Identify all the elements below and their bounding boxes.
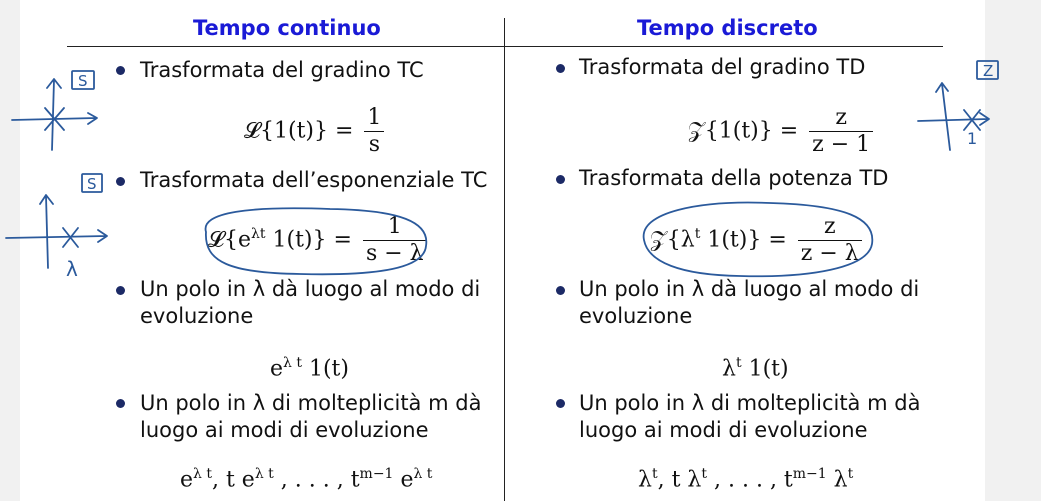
z-box-label: Z — [983, 62, 994, 80]
right-formula-power: $𝒵\{\lambda^t$ 1(t)} = $\frac{z}{z - \lambda}$ — [650, 214, 862, 267]
right-formula-mode: $\lambda^t$ 1(t) — [722, 355, 789, 382]
right-column-title: Tempo discreto — [637, 16, 818, 40]
right-bullet-power-td: Trasformata della potenza TD — [579, 166, 889, 190]
right-bullet-step-td: Trasformata del gradino TD — [579, 55, 866, 79]
left-bullet-exp-tc: Trasformata dell’esponenziale TC — [140, 168, 488, 192]
circle-right-formula — [644, 203, 873, 277]
lambda-annotation: λ — [66, 257, 78, 281]
left-formula-mode: $e^{\lambda t}$ 1(t) — [270, 355, 349, 382]
left-formula-step: 𝓛{1(t)} = $\frac{1}{s}$ — [244, 105, 384, 158]
left-formula-modes: $e^{\lambda t}$, t $e^{\lambda t}$ , . . . , $t^{m-1}$ $e^{\lambda t}$ — [180, 466, 433, 493]
right-bullet-pole: Un polo in λ dà luogo al modo di evoluzione — [579, 277, 920, 328]
right-formula-modes: $\lambda^t$, t $\lambda^t$ , . . . , $t^{m-1}$ $\lambda^t$ — [638, 466, 854, 493]
s-box-label-2: S — [87, 175, 97, 193]
one-annotation: 1 — [967, 129, 978, 148]
right-bullet-multiplicity: Un polo in λ di molteplicità m dà luogo ai modi di evoluzione — [579, 391, 921, 442]
left-column-title: Tempo continuo — [193, 16, 381, 40]
left-bullet-pole: Un polo in λ dà luogo al modo di evoluzione — [140, 277, 481, 328]
circle-left-formula — [206, 208, 427, 274]
left-bullet-step-tc: Trasformata del gradino TC — [140, 58, 424, 82]
s-box-label-1: S — [78, 72, 88, 90]
left-formula-exp: $𝓛\{e^{\lambda t}$ 1(t)} = $\frac{1}{s - \lambda}$ — [208, 214, 427, 267]
right-formula-step: 𝒵{1(t)} = $\frac{z}{z - 1}$ — [688, 105, 873, 158]
left-bullet-multiplicity: Un polo in λ di molteplicità m dà luogo ai modi di evoluzione — [140, 391, 482, 442]
